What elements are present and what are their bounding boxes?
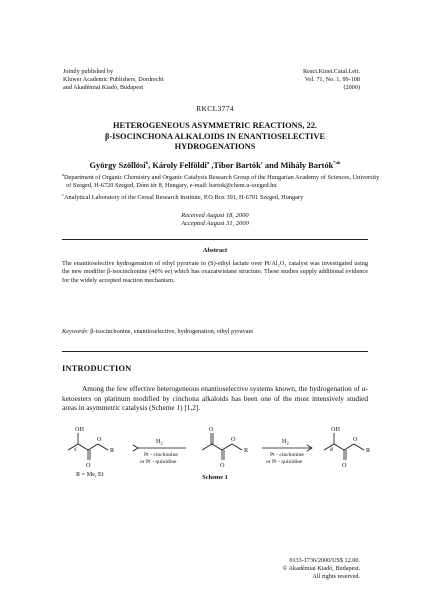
reagent-label: or Pt - quinidine xyxy=(266,459,303,465)
oh-label: OH xyxy=(331,426,340,433)
stereo-label: R xyxy=(330,448,334,453)
author-sup: b xyxy=(145,160,149,165)
arrowhead xyxy=(133,445,138,451)
author-name: György Szöllösi xyxy=(89,160,146,170)
stereo-label: S xyxy=(74,448,77,453)
title-line: β-ISOCINCHONA ALKALOIDS IN ENANTIOSELECTIVE xyxy=(104,131,326,141)
o-label: O xyxy=(353,436,358,443)
paper-code: RKCL3774 xyxy=(196,104,234,113)
author-list: György Szöllösi$^b$, Károly Felföldi$^a$ ,Tibor Bartók$^c$ and Mihály Bartók$^{*ab}$ xyxy=(89,160,341,170)
received-dates xyxy=(0,212,430,229)
author-sup: *ab xyxy=(333,160,341,165)
publisher-line: Jointly published by xyxy=(63,68,114,75)
issn-line: 0133-1736/2000/US$ 12.00. xyxy=(289,557,360,564)
journal-citation xyxy=(210,68,360,92)
keywords-label: Keywords xyxy=(62,328,87,335)
publisher-block xyxy=(63,68,213,92)
journal-volume: Vol. 71, No. 1, 99-108 xyxy=(304,76,360,83)
title-line: HETEROGENEOUS ASYMMETRIC REACTIONS, 22. xyxy=(112,121,318,130)
journal-year: (2000) xyxy=(343,84,360,91)
abstract-text: The enantioselective hydrogenation of ethyl pyruvate to (S)-ethyl lactate over Pt/Al₂O₃ catalyst was investigated using the new modifier β-isocinchonine (40% ee) which has oxazatwistane structure. These studies supply additional evidence for the widely accepted reaction mechanism. xyxy=(62,260,368,284)
r-label: R xyxy=(110,447,115,454)
molecule-bond xyxy=(202,444,242,450)
r-label: R xyxy=(244,447,249,454)
r-definition: R = Me, Et xyxy=(76,471,104,478)
publisher-line: Kluwer Academic Publishers, Dordrecht xyxy=(63,76,164,83)
affiliations xyxy=(62,171,382,202)
intro-paragraph: Among the few effective heterogeneous enantioselective systems known, the hydrogenation of α-ketoesters on platinum modified by cinchona alkaloids has been one of the most intensively studied areas in asymmetric catalysis (Scheme 1) [1,2]. xyxy=(62,384,368,413)
reaction-scheme xyxy=(50,420,380,480)
author-name: Tibor Bartók xyxy=(213,160,261,170)
o-label: O xyxy=(86,462,91,469)
keywords xyxy=(62,328,368,336)
author-sup: a xyxy=(206,160,210,165)
abstract-title: Abstract xyxy=(202,247,228,254)
o-label: O xyxy=(97,436,102,443)
author-name: Mihály Bartók xyxy=(280,160,334,170)
keywords-text: : β-isocinchonine, enantioselective, hydrogenation, ethyl pyruvate xyxy=(86,328,254,335)
title-line: HYDROGENATIONS xyxy=(174,142,256,151)
accepted-date: Accepted August 31, 2000 xyxy=(181,220,249,228)
received-date: Received August 18, 2000 xyxy=(181,212,249,219)
paper-title xyxy=(60,121,370,153)
copyright-line: © Akadémiai Kiadó, Budapest. xyxy=(282,565,360,572)
section-heading: INTRODUCTION xyxy=(62,364,132,373)
o-label: O xyxy=(209,426,214,433)
oh-label: OH xyxy=(75,426,84,433)
affiliation-2: $^c$Analytical Laboratory of the Cereal Research Institute, P.O.Box 391, H-6701 Szeged, Hungary xyxy=(62,192,304,202)
abstract-box xyxy=(62,239,368,352)
h2-label: $H_2$ xyxy=(156,438,163,446)
reagent-label: Pt - cinchonine xyxy=(144,452,178,458)
h2-label: $H_2$ xyxy=(282,438,289,446)
o-label: O xyxy=(231,436,236,443)
rights-line: All rights reserved. xyxy=(312,573,360,580)
r-label: R xyxy=(366,447,371,454)
reagent-label: Pt - cinchonine xyxy=(270,452,304,458)
publisher-line: and Akadémiai Kiadó, Budapest xyxy=(63,84,144,91)
reagent-label: or Pt - quinidine xyxy=(140,459,177,465)
author-name: Károly Felföldi xyxy=(152,160,207,170)
o-label: O xyxy=(342,462,347,469)
scheme-caption: Scheme 1 xyxy=(202,474,228,481)
affiliation-1: $^a$Department of Organic Chemistry and Organic Catalysis Research Group of the Hungarian Academy of Sciences, University of Szeged, H-6720 Szeged, Dóm tér 8, Hungary, e-mail: bartok@chem.u-szeged.hu xyxy=(62,172,380,190)
journal-name: React.Kinet.Catal.Lett. xyxy=(302,68,360,75)
author-sup: c xyxy=(260,160,263,165)
o-label: O xyxy=(220,462,225,469)
copyright-block xyxy=(210,557,360,581)
